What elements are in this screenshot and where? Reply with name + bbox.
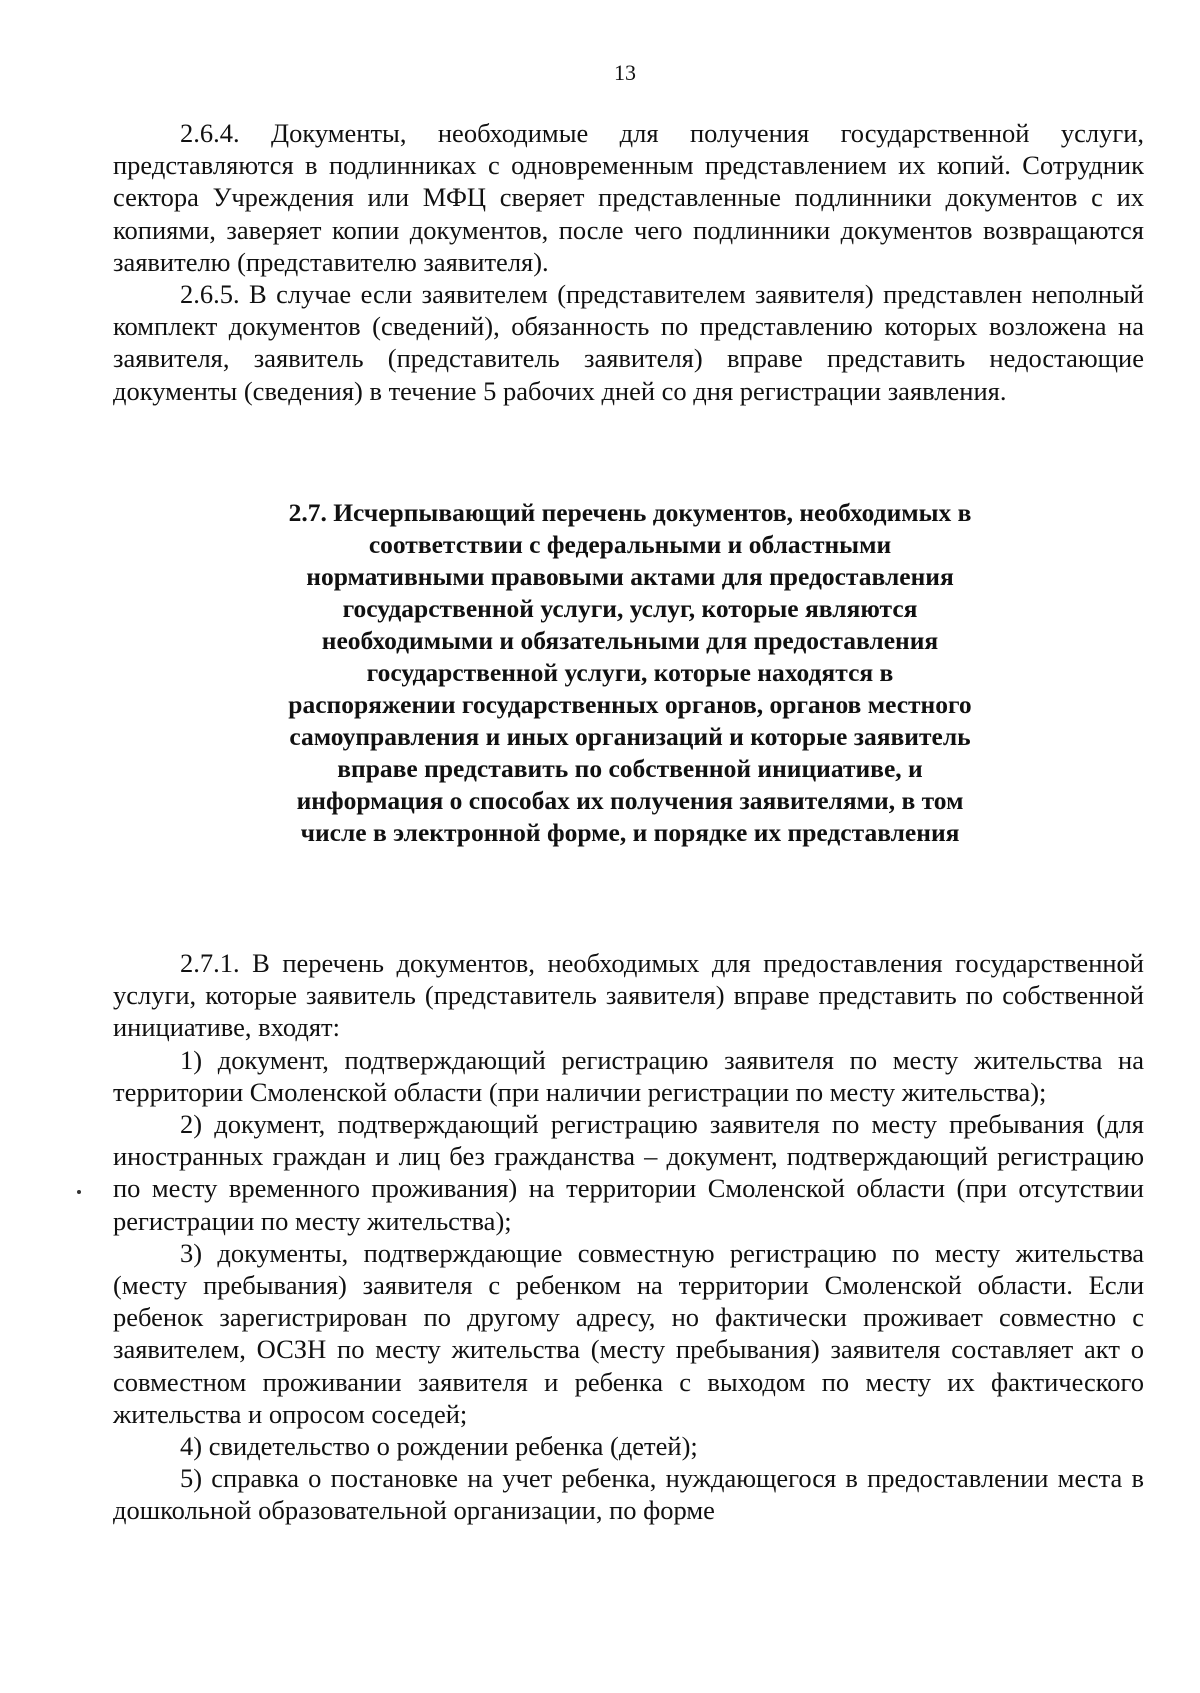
top-text-block xyxy=(113,117,1144,407)
list-item-2: 2) документ, подтверждающий регистрацию заявителя по месту пребывания (для иностранных граждан и лиц без гражданства – документ, подтверждающий регистрацию по месту временного проживания) на территории Смоленской области (при отсутствии регистрации по месту жительства); xyxy=(113,1109,1144,1236)
paragraph-2-7-1: 2.7.1. В перечень документов, необходимых для предоставления государственной услуги, которые заявитель (представитель заявителя) вправе представить по собственной инициативе, входят: xyxy=(113,948,1144,1043)
list-item-4: 4) свидетельство о рождении ребенка (детей); xyxy=(180,1431,698,1462)
paragraph-2-6-5: 2.6.5. В случае если заявителем (представителем заявителя) представлен неполный комплект документов (сведений), обязанность по представлению которых возложена на заявителя, заявитель (представитель заявителя) вправе представить недостающие документы (сведения) в течение 5 рабочих дней со дня регистрации заявления. xyxy=(113,279,1144,406)
bottom-text-block xyxy=(113,947,1144,1527)
list-item-1: 1) документ, подтверждающий регистрацию заявителя по месту жительства на территории Смоленской области (при наличии регистрации по месту жительства); xyxy=(113,1044,1144,1107)
section-heading-2-7: 2.7. Исчерпывающий перечень документов, необходимых в соответствии с федеральными и областными нормативными правовыми актами для предоставления государственной услуги, услуг, которые являются необходимыми и обязательными для предоставления государственной услуги, которые находятся в распоряжении государственных органов, органов местного самоуправления и иных организаций и которые заявитель вправе представить по собственной инициативе, и информация о способах их получения заявителями, в том числе в электронной форме, и порядке их представления xyxy=(288,498,972,847)
scan-speck xyxy=(77,1190,81,1194)
page-number: 13 xyxy=(614,60,636,85)
list-item-5: 5) справка о постановке на учет ребенка, нуждающегося в предоставлении места в дошкольной образовательной организации, по форме xyxy=(113,1463,1144,1526)
list-item-3: 3) документы, подтверждающие совместную регистрацию по месту жительства (месту пребывания) заявителя с ребенком на территории Смоленской области. Если ребенок зарегистрирован по другому адресу, но фактически проживает совместно с заявителем, ОСЗН по месту жительства (месту пребывания) заявителя составляет акт о совместном проживании заявителя и ребенка с выходом по месту их фактического жительства и опросом соседей; xyxy=(113,1237,1144,1429)
paragraph-2-6-4: 2.6.4. Документы, необходимые для получения государственной услуги, представляются в подлинниках с одновременным представлением их копий. Сотрудник сектора Учреждения или МФЦ сверяет представленные подлинники документов с их копиями, заверяет копии документов, после чего подлинники документов возвращаются заявителю (представителю заявителя). xyxy=(113,118,1144,277)
